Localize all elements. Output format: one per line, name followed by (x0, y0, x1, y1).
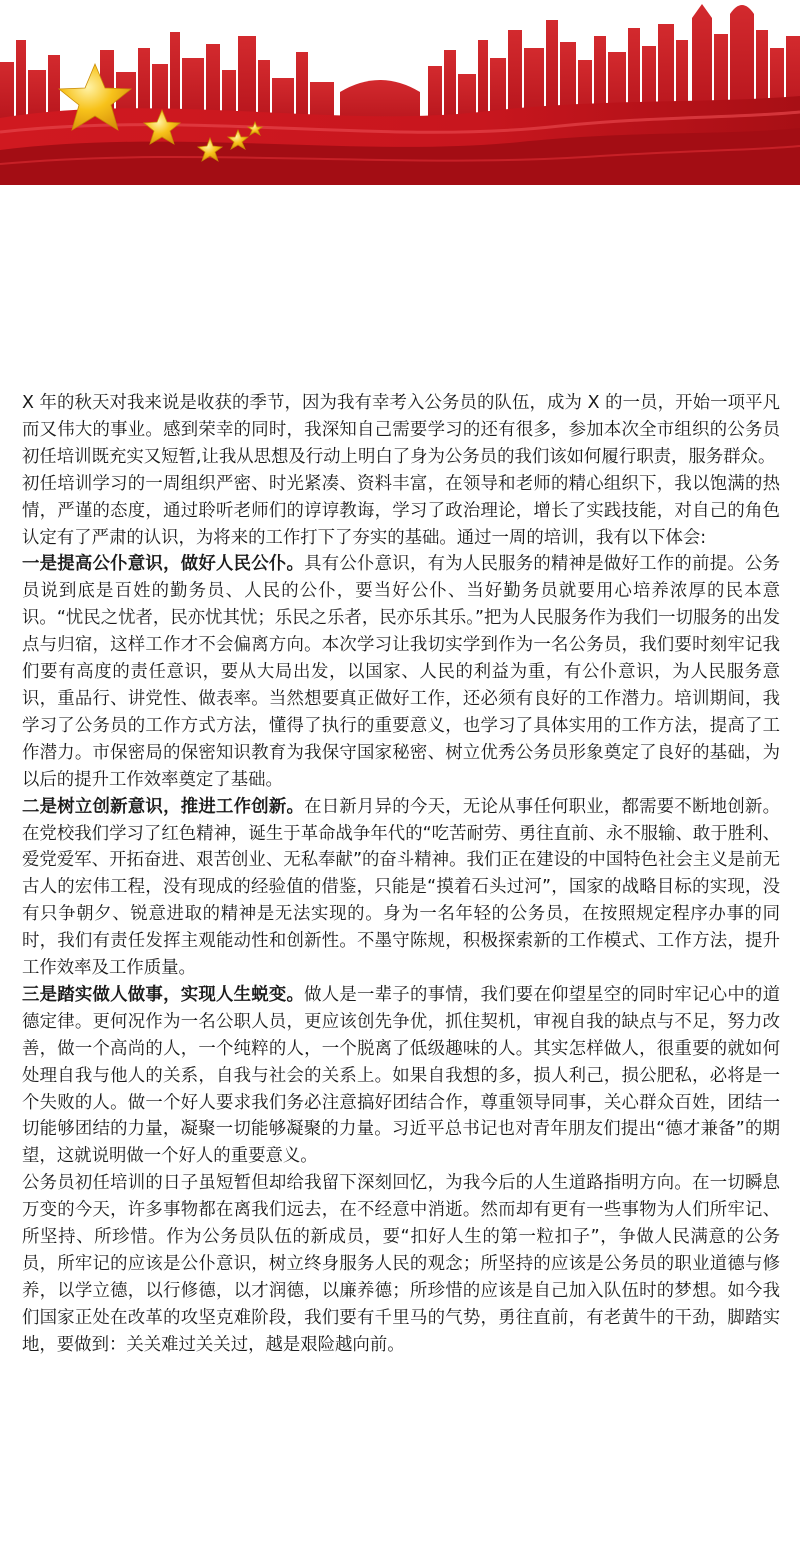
paragraph-text: X 年的秋天对我来说是收获的季节，因为我有幸考入公务员的队伍，成为 X 的一员，开始一项平凡而又伟大的事业。感到荣幸的同时，我深知自己需要学习的还有很多，参加本次全市组织的公务员初任培训既充实又短暂,让我从思想及行动上明白了身为公务员的我们该如何履行职责，服务群众。 (22, 393, 780, 467)
paragraph (22, 1170, 780, 1358)
article-body (22, 390, 780, 1359)
paragraph (22, 551, 780, 793)
paragraph-text: 做人是一辈子的事情，我们要在仰望星空的同时牢记心中的道德定律。更何况作为一名公职人员，更应该创先争优，抓住契机，审视自我的缺点与不足，努力改善，做一个高尚的人，一个纯粹的人，一个脱离了低级趣味的人。其实怎样做人，很重要的就如何处理自我与他人的关系，自我与社会的关系上。如果自我想的多，损人利己，损公肥私，必将是一个失败的人。做一个好人要求我们务必注意搞好团结合作，尊重领导同事，关心群众百姓，团结一切能够团结的力量，凝聚一切能够凝聚的力量。习近平总书记也对青年朋友们提出“德才兼备”的期望，这就说明做一个好人的重要意义。 (22, 984, 780, 1167)
paragraph (22, 982, 780, 1170)
paragraph (22, 794, 780, 982)
paragraph-text: 具有公仆意识，有为人民服务的精神是做好工作的前提。公务员说到底是百姓的勤务员、人民的公仆，要当好公仆、当好勤务员就要用心培养浓厚的民本意识。“忧民之忧者，民亦忧其忧；乐民之乐者，民亦乐其乐。”把为人民服务作为我们一切服务的出发点与归宿，这样工作才不会偏离方向。本次学习让我切实学到作为一名公务员，我们要时刻牢记我们要有高度的责任意识，要从大局出发，以国家、人民的利益为重，有公仆意识，为人民服务意识，重品行、讲党性、做表率。当然想要真正做好工作，还必须有良好的工作潜力。培训期间，我学习了公务员的工作方式方法，懂得了执行的重要意义，也学习了具体实用的工作方法，提高了工作潜力。市保密局的保密知识教育为我保守国家秘密、树立优秀公务员形象奠定了良好的基础，为以后的提升工作效率奠定了基础。 (22, 554, 780, 790)
paragraph (22, 471, 780, 552)
paragraph-lead: 三是踏实做人做事，实现人生蜕变。 (22, 984, 305, 1005)
paragraph-text: 在日新月异的今天，无论从事任何职业，都需要不断地创新。在党校我们学习了红色精神，诞生于革命战争年代的“吃苦耐劳、勇往直前、永不服输、敢于胜利、爱党爱军、开拓奋进、艰苦创业、无私奉献”的奋斗精神。我们正在建设的中国特色社会主义是前无古人的宏伟工程，没有现成的经验值的借鉴，只能是“摸着石头过河”，国家的战略目标的实现，没有只争朝夕、锐意进取的精神是无法实现的。身为一名年轻的公务员，在按照规定程序办事的同时，我们有责任发挥主观能动性和创新性。不墨守陈规，积极探索新的工作模式、工作方法，提升工作效率及工作质量。 (22, 796, 780, 979)
paragraph-lead: 一是提高公仆意识，做好人民公仆。 (22, 554, 305, 575)
header-banner (0, 0, 800, 185)
paragraph-text: 公务员初任培训的日子虽短暂但却给我留下深刻回忆，为我今后的人生道路指明方向。在一切瞬息万变的今天，许多事物都在离我们远去，在不经意中消逝。然而却有更有一些事物为人们所牢记、所坚持、所珍惜。作为公务员队伍的新成员，要“扣好人生的第一粒扣子”，争做人民满意的公务员，所牢记的应该是公仆意识，树立终身服务人民的观念；所坚持的应该是公务员的职业道德与修养，以学立德，以行修德，以才润德，以廉养德；所珍惜的应该是自己加入队伍时的梦想。如今我们国家正处在改革的攻坚克难阶段，我们要有千里马的气势，勇往直前，有老黄牛的干劲，脚踏实地，要做到：关关难过关关过，越是艰险越向前。 (22, 1173, 780, 1355)
paragraph-text: 初任培训学习的一周组织严密、时光紧凑、资料丰富，在领导和老师的精心组织下，我以饱满的热情，严谨的态度，通过聆听老师们的谆谆教诲，学习了政治理论，增长了实践技能，对自己的角色认定有了严肃的认识，为将来的工作打下了夯实的基础。通过一周的培训，我有以下体会: (22, 473, 780, 548)
paragraph-lead: 二是树立创新意识，推进工作创新。 (22, 796, 305, 817)
paragraph (22, 390, 780, 471)
